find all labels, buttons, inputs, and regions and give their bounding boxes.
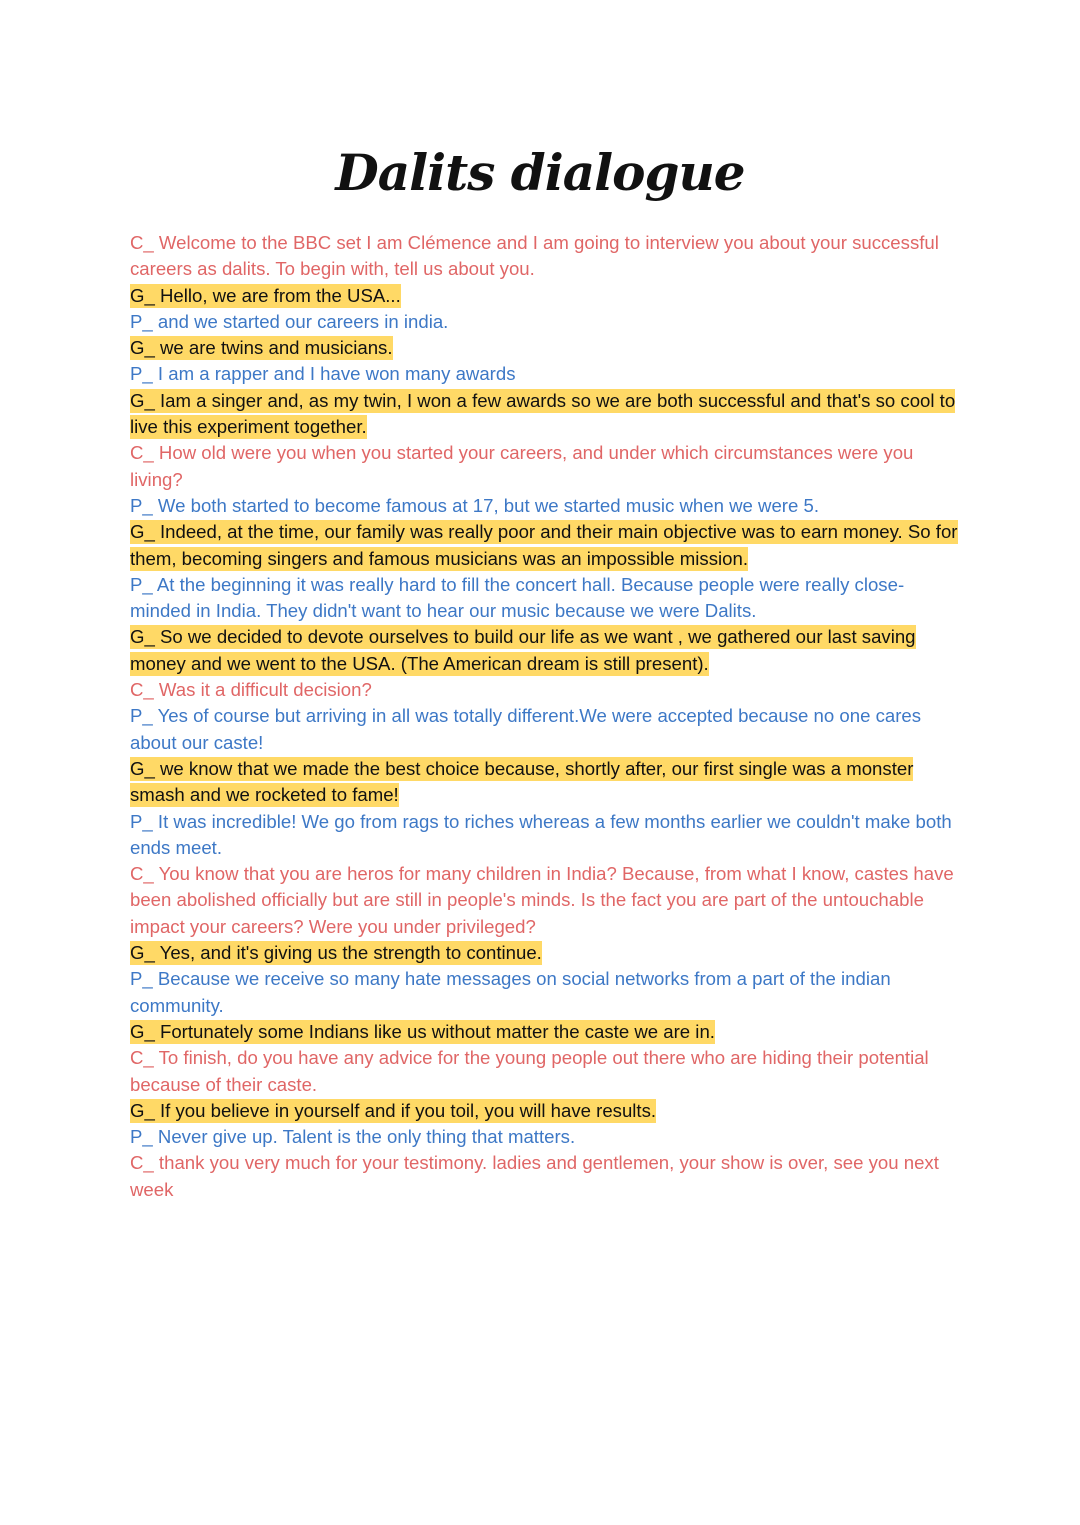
dialogue-text: G_ Iam a singer and, as my twin, I won a few awards so we are both successful and that's so cool to live this experiment together. [130, 389, 956, 438]
dialogue-text: G_ we are twins and musicians. [130, 337, 393, 359]
dialogue-text: G_ Hello, we are from the USA... [130, 284, 401, 306]
dialogue-line [130, 440, 960, 493]
dialogue-text: P_ I am a rapper and I have won many awards [130, 363, 516, 385]
dialogue-text: G_ Yes, and it's giving us the strength to continue. [130, 942, 542, 964]
dialogue-line [130, 519, 960, 572]
dialogue-line [130, 572, 960, 625]
page-title: Dalits dialogue [335, 143, 745, 202]
dialogue-line [130, 493, 960, 519]
dialogue-text: C_ thank you very much for your testimony. ladies and gentlemen, your show is over, see you next week [130, 1152, 939, 1200]
dialogue-line [130, 335, 960, 361]
dialogue-line [130, 1045, 960, 1098]
dialogue-text: C_ Was it a difficult decision? [130, 679, 372, 701]
dialogue-line [130, 624, 960, 677]
dialogue-text: G_ Indeed, at the time, our family was really poor and their main objective was to earn money. So for them, becoming singers and famous musicians was an impossible mission. [130, 521, 958, 569]
dialogue-body [130, 230, 960, 1203]
dialogue-line [130, 1124, 960, 1150]
dialogue-text: P_ We both started to become famous at 17, but we started music when we were 5. [130, 494, 820, 516]
dialogue-text: P_ At the beginning it was really hard to fill the concert hall. Because people were really close-minded in India. They didn't want to hear our music because we were Dalits. [130, 573, 905, 622]
dialogue-text: P_ Never give up. Talent is the only thing that matters. [130, 1126, 576, 1148]
dialogue-line [130, 809, 960, 862]
dialogue-text: C_ How old were you when you started your careers, and under which circumstances were you living? [130, 442, 914, 490]
dialogue-text: P_ Yes of course but arriving in all was totally different.We were accepted because no one cares about our caste! [130, 705, 922, 753]
dialogue-text: G_ Fortunately some Indians like us without matter the caste we are in. [130, 1020, 715, 1042]
dialogue-text: C_ To finish, do you have any advice for the young people out there who are hiding their potential because of their caste. [130, 1047, 929, 1095]
dialogue-line [130, 756, 960, 809]
dialogue-line [130, 1019, 960, 1045]
dialogue-line [130, 861, 960, 940]
dialogue-text: P_ Because we receive so many hate messages on social networks from a part of the indian community. [130, 968, 891, 1016]
dialogue-line [130, 677, 960, 703]
dialogue-text: C_ You know that you are heros for many children in India? Because, from what I know, castes have been abolished officially but are still in people's minds. Is the fact you are part of the untouchable impact your careers? Were you under privileged? [130, 863, 954, 937]
dialogue-text: G_ So we decided to devote ourselves to build our life as we want , we gathered our last saving money and we went to the USA. (The American dream is still present). [130, 626, 916, 674]
dialogue-text: P_ and we started our careers in india. [130, 310, 449, 332]
dialogue-line [130, 361, 960, 387]
dialogue-text: G_ If you believe in yourself and if you toil, you will have results. [130, 1099, 657, 1121]
dialogue-text: G_ we know that we made the best choice because, shortly after, our first single was a monster smash and we rocketed to fame! [130, 757, 914, 806]
dialogue-line [130, 1098, 960, 1124]
dialogue-line [130, 309, 960, 335]
dialogue-line [130, 966, 960, 1019]
dialogue-text: C_ Welcome to the BBC set I am Clémence and I am going to interview you about your successful careers as dalits. To begin with, tell us about you. [130, 232, 939, 280]
dialogue-line [130, 940, 960, 966]
dialogue-line [130, 230, 960, 283]
dialogue-line [130, 388, 960, 441]
dialogue-line [130, 703, 960, 756]
dialogue-line [130, 1150, 960, 1203]
dialogue-line [130, 283, 960, 309]
dialogue-text: P_ It was incredible! We go from rags to riches whereas a few months earlier we couldn't make both ends meet. [130, 810, 952, 858]
